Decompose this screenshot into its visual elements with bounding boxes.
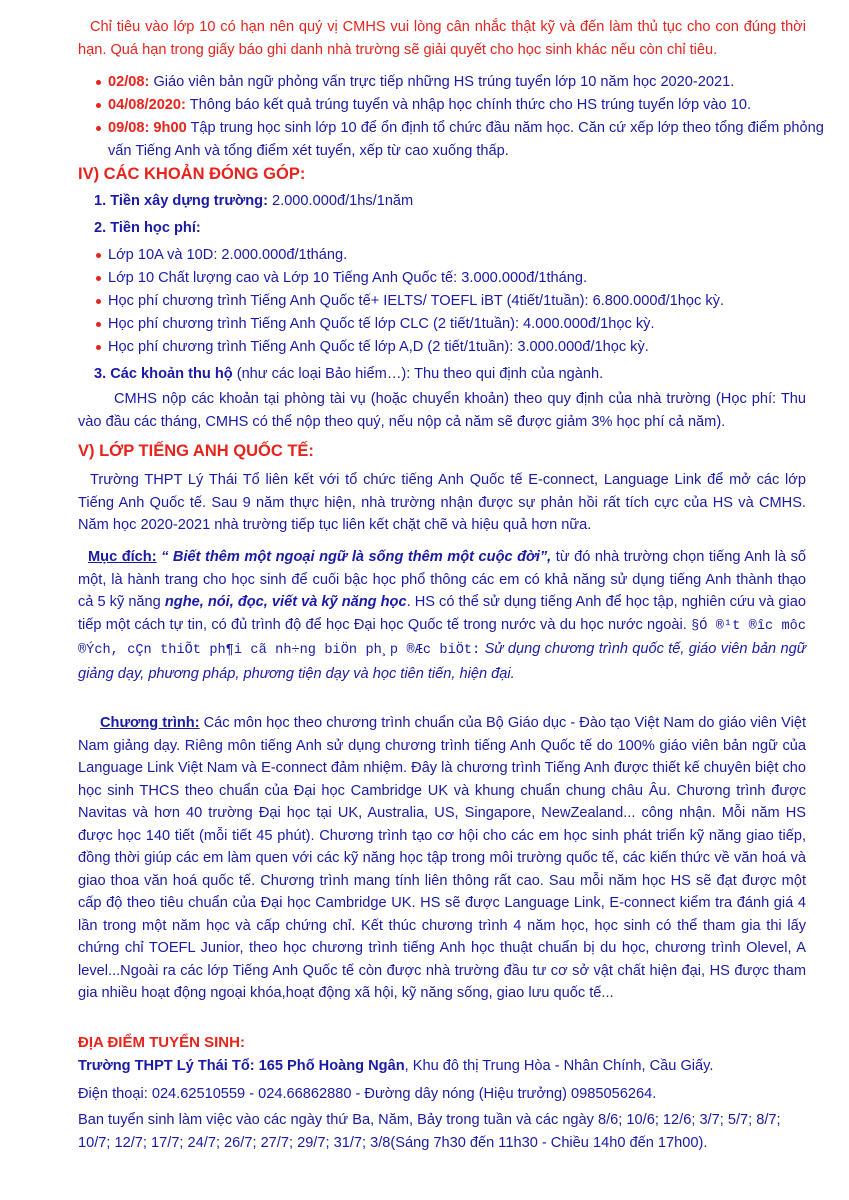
fee-label: 1. Tiền xây dựng trường: bbox=[94, 193, 268, 209]
schedule-item bbox=[96, 94, 828, 117]
paragraph-intro bbox=[78, 469, 806, 537]
schedule-text: Giáo viên bản ngữ phỏng vấn trực tiếp những HS trúng tuyển lớp 10 năm học 2020-2021. bbox=[149, 74, 735, 90]
fee-list-item bbox=[96, 267, 828, 290]
purpose-quote: “ Biết thêm một ngoại ngữ là sống thêm một cuộc đời”, bbox=[156, 549, 552, 565]
paragraph-purpose bbox=[78, 546, 806, 685]
fee-label-tuition: 2. Tiền học phí: bbox=[94, 220, 201, 236]
paragraph-text: Trường THPT Lý Thái Tổ liên kết với tổ chức tiếng Anh Quốc tế E-connect, Language Link để mở các lớp Tiếng Anh Quốc tế. Sau 9 năm thực hiện, nhà trường nhận được sự phản hồi rất tích cực của HS và CMHS. Năm học 2020-2021 nhà trường tiếp tục liên kết chặt chẽ và hiệu quả hơn nữa. bbox=[78, 472, 806, 533]
fee-list-item bbox=[96, 313, 828, 336]
bullet-icon bbox=[96, 299, 101, 304]
purpose-text: từ đó nhà trường chọn tiếng Anh là số một, là hành trang cho học sinh để cuối bậc học phổ thông các em có khả năng sử dụng tiếng Anh thành thạo cả 5 kỹ năng bbox=[78, 549, 807, 610]
purpose-label: Mục đích: bbox=[88, 549, 157, 565]
fee-text: Lớp 10A và 10D: 2.000.000đ/1tháng. bbox=[108, 247, 348, 263]
purpose-garbled-text: §Ó ®¹t ®îc môc ®Ých, cÇn thiÕt ph¶i cã nh÷ng biÖn ph¸p ®Æc biÖt: bbox=[78, 618, 806, 658]
schedule-text: Thông báo kết quả trúng tuyển và nhập học chính thức cho HS trúng tuyển lớp vào 10. bbox=[185, 97, 751, 113]
schedule-date: 02/08: bbox=[108, 74, 150, 90]
intro-notice bbox=[78, 16, 806, 61]
bullet-icon bbox=[96, 276, 101, 281]
payment-note-text: CMHS nộp các khoản tại phòng tài vụ (hoặc chuyển khoản) theo quy định của nhà trường (Học phí: Thu vào đầu các tháng, CMHS có thể nộp theo quý, nếu nộp cả năm sẽ được giảm 3% học phí cả năm). bbox=[78, 391, 806, 430]
bullet-icon bbox=[96, 253, 101, 258]
fee-text: Học phí chương trình Tiếng Anh Quốc tế lớp A,D (2 tiết/1tuần): 3.000.000đ/1học kỳ. bbox=[108, 339, 649, 355]
fee-label: 3. Các khoản thu hộ bbox=[94, 366, 233, 382]
bullet-icon bbox=[96, 126, 101, 131]
location-schedule bbox=[78, 1109, 808, 1154]
schedule-date: 04/08/2020: bbox=[108, 97, 186, 113]
fee-list-item bbox=[96, 290, 828, 313]
location-address bbox=[78, 1055, 713, 1078]
section-heading: IV) CÁC KHOẢN ĐÓNG GÓP: bbox=[78, 165, 306, 183]
purpose-skills: nghe, nói, đọc, viết và kỹ năng học bbox=[164, 594, 407, 610]
schedule-date: 09/08: 9h00 bbox=[108, 120, 187, 136]
fee-item-collection bbox=[94, 363, 603, 386]
intro-text: Chỉ tiêu vào lớp 10 có hạn nên quý vị CMHS vui lòng cân nhắc thật kỹ và đến làm thủ tục cho con đúng thời hạn. Quá hạn trong giấy báo ghi danh nhà trường sẽ giải quyết cho học sinh khác nếu còn chỉ tiêu. bbox=[78, 19, 806, 58]
bullet-icon bbox=[96, 345, 101, 350]
bullet-icon bbox=[96, 103, 101, 108]
schedule-text: Tập trung học sinh lớp 10 để ổn định tổ chức đầu năm học. Căn cứ xếp lớp theo tổng điểm phỏng vấn Tiếng Anh và tổng điểm xét tuyển, xếp từ cao xuống thấp. bbox=[108, 120, 824, 159]
fee-item-construction bbox=[94, 190, 413, 213]
location-phone: Điện thoại: 024.62510559 - 024.66862880 - Đường dây nóng (Hiệu trưởng) 0985056264. bbox=[78, 1086, 657, 1102]
bullet-icon bbox=[96, 80, 101, 85]
fee-text: Lớp 10 Chất lượng cao và Lớp 10 Tiếng Anh Quốc tế: 3.000.000đ/1tháng. bbox=[108, 270, 588, 286]
fee-value: 2.000.000đ/1hs/1năm bbox=[267, 193, 414, 209]
fee-list-item bbox=[96, 244, 828, 267]
program-text: Các môn học theo chương trình chuẩn của Bộ Giáo dục - Đào tạo Việt Nam do giáo viên Việt Nam giảng dạy. Riêng môn tiếng Anh sử dụng chương trình tiếng Anh Quốc tế do 100% giáo viên bản ngữ của Language Link Việt Nam và E-connect đảm nhiệm. Đây là chương trình Tiếng Anh được thiết kế chuyên biệt cho học sinh THCS theo chuẩn của Đại học Cambridge UK và khung chuẩn chung châu Âu. Chương trình được Navitas và hơn 40 trường Đại học tại UK, Australia, US, Singapore, NewZealand... công nhận. Mỗi năm HS được học 140 tiết (mỗi tiết 45 phút). Chương trình tạo cơ hội cho các em học sinh phát triển kỹ năng giao tiếp, đồng thời giúp các em làm quen với các kỹ năng học tập trong môi trường quốc tế, các kiến thức về văn hoá và giao thoa văn hoá quốc tế. Chương trình mang tính liên thông rất cao. Sau mỗi năm học HS sẽ đạt được một cấp độ theo tiêu chuẩn của Đại học Cambridge UK. HS sẽ được Language Link, E-connect kiểm tra đánh giá 4 lần trong một năm học và cấp chứng chỉ. Kết thúc chương trình 4 năm học, học sinh có thể tham gia thi lấy chứng chỉ TOEFL Junior, theo học chương trình tiếng Anh học thuật chuẩn bị du học, chương trình Olevel, A level...Ngoài ra các lớp Tiếng Anh Quốc tế còn được nhà trường đầu tư cơ sở vật chất hiện đại, HS được tham gia nhiều hoạt động ngoại khóa,hoạt động xã hội, kỹ năng sống, giao lưu quốc tế... bbox=[78, 715, 806, 1001]
program-label: Chương trình: bbox=[100, 715, 200, 731]
purpose-tail: Sử dụng chương trình quốc tế, giáo viên bản ngữ giảng dạy, phương pháp, phương tiện dạy và học tiên tiến, hiện đại. bbox=[78, 641, 806, 682]
school-address: , Khu đô thị Trung Hòa - Nhân Chính, Cầu Giấy. bbox=[404, 1058, 714, 1074]
location-schedule-text: Ban tuyển sinh làm việc vào các ngày thứ Ba, Năm, Bảy trong tuần và các ngày 8/6; 10/6; 12/6; 3/7; 5/7; 8/7; 10/7; 12/7; 17/7; 24/7; 26/7; 27/7; 29/7; 31/7; 3/8(Sáng 7h30 đến 11h30 - Chiều 14h0 đến 17h00). bbox=[78, 1112, 781, 1151]
paragraph-program bbox=[78, 712, 806, 1005]
purpose-text: . HS có thể sử dụng tiếng Anh để học tập, nghiên cứu và giao tiếp một cách tự tin, có đủ trình độ để học Đại học Quốc tế trong nước và du học nước ngoài. bbox=[78, 594, 806, 633]
fee-text: Học phí chương trình Tiếng Anh Quốc tế lớp CLC (2 tiết/1tuần): 4.000.000đ/1học kỳ. bbox=[108, 316, 655, 332]
payment-note bbox=[78, 388, 806, 433]
school-name: Trường THPT Lý Thái Tổ: 165 Phố Hoàng Ngân bbox=[78, 1058, 405, 1074]
fee-value: (như các loại Bảo hiểm…): Thu theo qui định của ngành. bbox=[232, 366, 604, 382]
schedule-item bbox=[96, 117, 828, 162]
fee-list-item bbox=[96, 336, 828, 359]
fee-text: Học phí chương trình Tiếng Anh Quốc tế+ IELTS/ TOEFL iBT (4tiết/1tuần): 6.800.000đ/1học kỳ. bbox=[108, 293, 725, 309]
location-heading: ĐỊA ĐIỂM TUYỂN SINH: bbox=[78, 1034, 245, 1051]
section-heading: V) LỚP TIẾNG ANH QUỐC TẾ: bbox=[78, 442, 314, 460]
schedule-item bbox=[96, 71, 828, 94]
bullet-icon bbox=[96, 322, 101, 327]
